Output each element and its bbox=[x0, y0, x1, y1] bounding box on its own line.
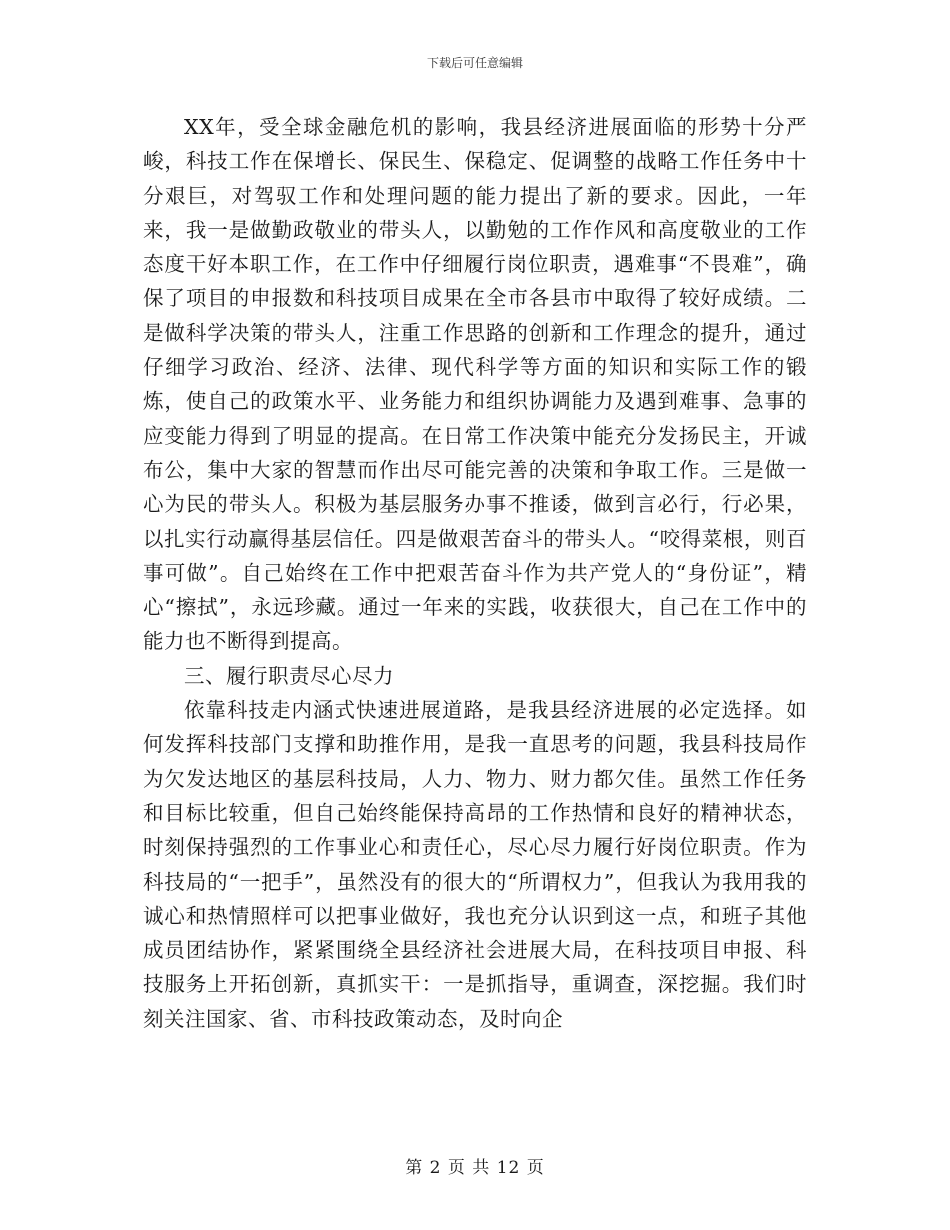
document-body bbox=[143, 110, 807, 1036]
paragraph-2: 依靠科技走内涵式快速进展道路，是我县经济进展的必定选择。如何发挥科技部门支撑和助推作用，是我一直思考的问题，我县科技局作为欠发达地区的基层科技局，人力、物力、财力都欠佳。虽然工作任务和目标比较重，但自己始终能保持高昂的工作热情和良好的精神状态，时刻保持强烈的工作事业心和责任心，尽心尽力履行好岗位职责。作为科技局的“一把手”，虽然没有的很大的“所谓权力”，但我认为我用我的诚心和热情照样可以把事业做好，我也充分认识到这一点，和班子其他成员团结协作，紧紧围绕全县经济社会进展大局，在科技项目申报、科技服务上开拓创新，真抓实干：一是抓指导，重调查，深挖掘。我们时刻关注国家、省、市科技政策动态，及时向企 bbox=[143, 698, 807, 1031]
paragraph-1: XX年，受全球金融危机的影响，我县经济进展面临的形势十分严峻，科技工作在保增长、保民生、保稳定、促调整的战略工作任务中十分艰巨，对驾驭工作和处理问题的能力提出了新的要求。因此，一年来，我一是做勤政敬业的带头人，以勤勉的工作作风和高度敬业的工作态度干好本职工作，在工作中仔细履行岗位职责，遇难事“不畏难”，确保了项目的申报数和科技项目成果在全市各县市中取得了较好成绩。二是做科学决策的带头人，注重工作思路的创新和工作理念的提升，通过仔细学习政治、经济、法律、现代科学等方面的知识和实际工作的锻炼，使自己的政策水平、业务能力和组织协调能力及遇到难事、急事的应变能力得到了明显的提高。在日常工作决策中能充分发扬民主，开诚布公，集中大家的智慧而作出尽可能完善的决策和争取工作。三是做一心为民的带头人。积极为基层服务办事不推诿，做到言必行，行必果，以扎实行动赢得基层信任。四是做艰苦奋斗的带头人。“咬得菜根，则百事可做”。自己始终在工作中把艰苦奋斗作为共产党人的“身份证”，精心“擦拭”，永远珍藏。通过一年来的实践，收获很大，自己在工作中的能力也不断得到提高。 bbox=[143, 115, 807, 654]
page-number-footer: 第 2 页 共 12 页 bbox=[405, 1158, 545, 1178]
page-header: 下载后可任意编辑 bbox=[426, 56, 523, 70]
section-heading-3: 三、履行职责尽心尽力 bbox=[184, 663, 394, 688]
